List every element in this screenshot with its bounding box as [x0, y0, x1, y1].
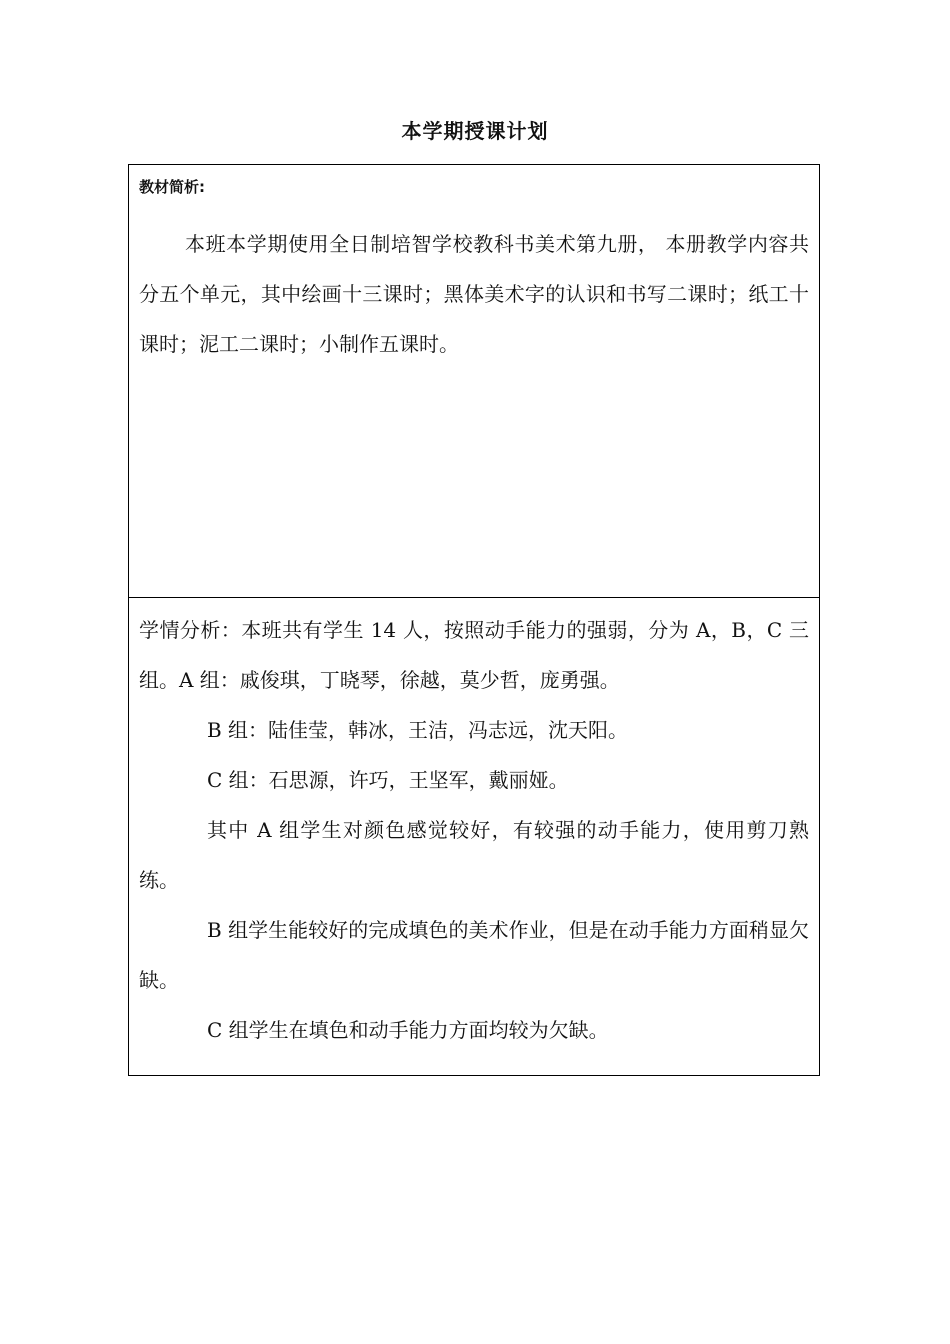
- group-a-description: 其中 A 组学生对颜色感觉较好，有较强的动手能力，使用剪刀熟练。: [139, 818, 809, 892]
- material-analysis-text: 本班本学期使用全日制培智学校教科书美术第九册， 本册教学内容共分五个单元，其中绘画十三课时；黑体美术字的认识和书写二课时；纸工十课时；泥工二课时；小制作五课时。: [139, 232, 809, 356]
- group-b-description: B 组学生能较好的完成填色的美术作业，但是在动手能力方面稍显欠缺。: [139, 918, 809, 992]
- group-b-members: B 组：陆佳莹，韩冰，王洁，冯志远，沈天阳。: [207, 718, 629, 742]
- group-c-members: C 组：石思源，许巧，王坚军，戴丽娅。: [207, 768, 569, 792]
- material-analysis-section: [129, 165, 819, 598]
- page-title: 本学期授课计划: [401, 119, 549, 143]
- plan-table: [128, 164, 820, 1076]
- material-analysis-heading: 教材简析:: [139, 178, 205, 196]
- student-analysis-section: [129, 599, 819, 1075]
- group-c-description: C 组学生在填色和动手能力方面均较为欠缺。: [207, 1018, 609, 1042]
- student-analysis-intro: 学情分析：本班共有学生 14 人，按照动手能力的强弱，分为 A，B，C 三组。A 组：戚俊琪，丁晓琴，徐越，莫少哲，庞勇强。: [139, 618, 809, 692]
